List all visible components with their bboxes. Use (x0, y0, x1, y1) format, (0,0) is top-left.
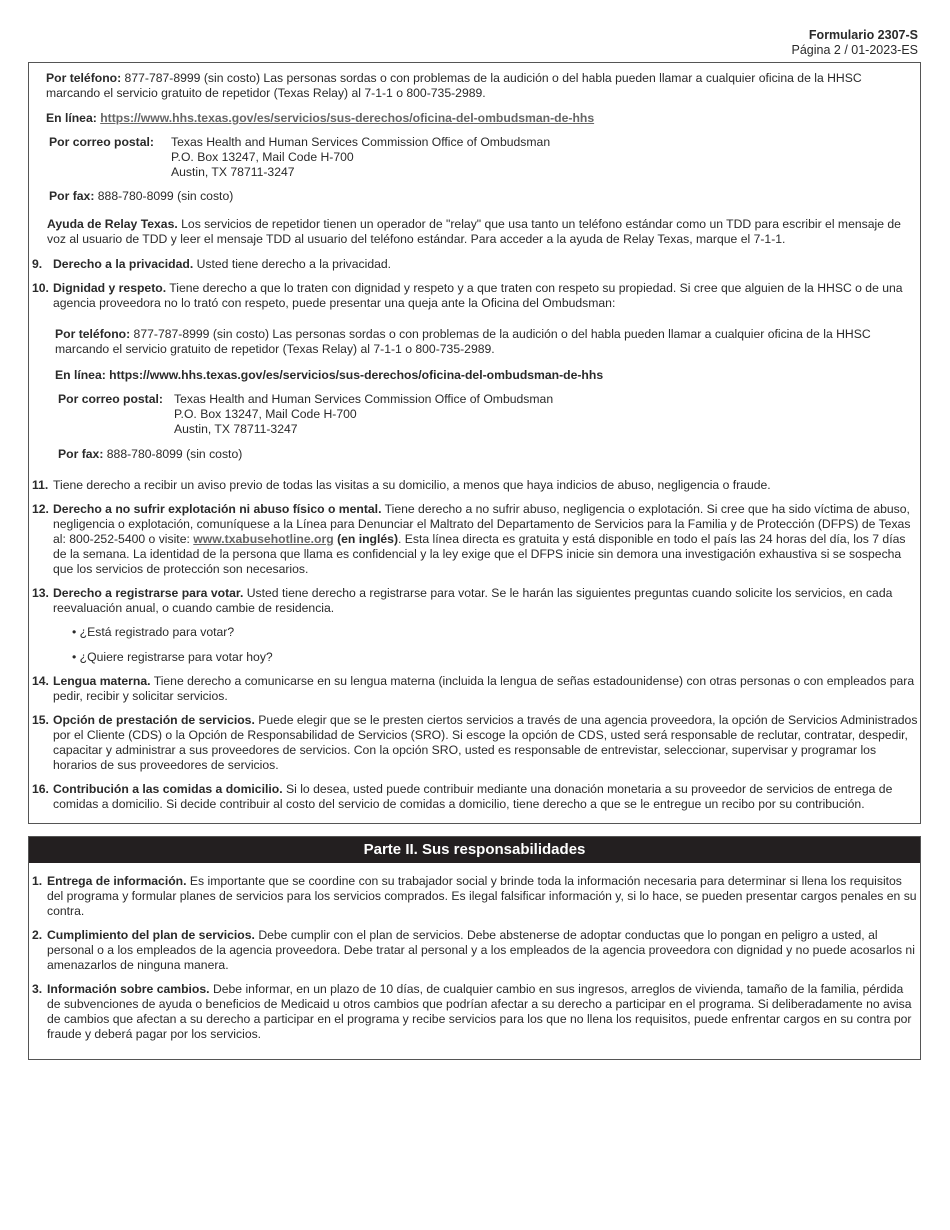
page-info: Página 2 / 01-2023-ES (791, 43, 918, 57)
item-10-mail-address: Texas Health and Human Services Commission Office of Ombudsman P.O. Box 13247, Mail Code H-700 Austin, TX 78711-3247 (174, 392, 554, 436)
form-number: Formulario 2307-S (808, 28, 918, 42)
form-header (792, 28, 918, 58)
item-10-fax: Por fax: 888-780-8099 (sin costo) (58, 447, 243, 461)
item-11-number: 11. (32, 478, 49, 492)
item-12: Derecho a no sufrir explotación ni abuso físico o mental. Tiene derecho a no sufrir abuso, negligencia o explotación. Si cree que ha sido víctima de abuso, negligencia o explotación, comuníquese a la Línea para Denunciar el Maltrato del Departamento de Servicios para la Familia y de Protección (DFPS) de Texas al: 800-252-5400 o visite: www.txabusehotline.org (en inglés). Esta línea directa es gratuita y está disponible en todo el país las 24 horas del día, los 7 días de la semana. La identidad de la persona que llama es confidencial y la ley exige que el DFPS inicie sin demora una investigación exhaustiva si se sospecha que los servicios de protección son necesarios. (53, 502, 911, 576)
resp-3-number: 3. (32, 982, 43, 996)
item-14-number: 14. (32, 674, 49, 688)
mail-label: Por correo postal: (49, 135, 154, 149)
part-2-title: Parte II. Sus responsabilidades (29, 837, 920, 863)
item-13: Derecho a registrarse para votar. Usted tiene derecho a registrarse para votar. Se le harán las siguientes preguntas cuando solicite los servicios, en cada reevaluación anual, o cuando cambie de residencia. (53, 586, 893, 615)
item-15: Opción de prestación de servicios. Puede elegir que se le presten ciertos servicios a través de una agencia proveedora, la opción de Servicios Administrados por el Cliente (CDS) o la Opción de Responsabilidad de Servicios (SRO). Si escoge la opción de CDS, usted será responsable de reclutar, contratar, despedir, capacitar y administrar a sus proveedores de servicios. Con la opción SRO, usted es responsable de entrevistar, seleccionar, supervisar y programar los horarios de sus proveedores de servicios. (53, 713, 918, 772)
item-10-number: 10. (32, 281, 49, 295)
resp-2-number: 2. (32, 928, 43, 942)
item-9-number: 9. (32, 257, 43, 271)
contact-online: En línea: https://www.hhs.texas.gov/es/servicios/sus-derechos/oficina-del-ombudsman-de-hhs (46, 111, 595, 125)
mail-address: Texas Health and Human Services Commission Office of Ombudsman P.O. Box 13247, Mail Code H-700 Austin, TX 78711-3247 (171, 135, 551, 179)
item-16-number: 16. (32, 782, 49, 796)
resp-3: Información sobre cambios. Debe informar, en un plazo de 10 días, de cualquier cambio en sus ingresos, arreglos de vivienda, tamaño de la familia, pérdida de subvenciones de ayuda o beneficios de Medicaid u otros cambios que podrían afectar a su derecho a participar en el programa. Si deliberadamente no avisa de cambios que afectan a su derecho a participar en el programa y recibe servicios para los que no llena los requisitos, puede enfrentar cargos en su contra por fraude y deberá pagar por los servicios. (47, 982, 912, 1041)
voter-question-1: • ¿Está registrado para votar? (72, 625, 235, 639)
abuse-hotline-link[interactable]: www.txabusehotline.org (193, 532, 334, 546)
item-13-number: 13. (32, 586, 49, 600)
resp-1: Entrega de información. Es importante que se coordine con su trabajador social y brinde toda la información necesaria para determinar si llena los requisitos del programa y formular planes de servicios para los servicios comprados. Es ilegal falsificar información y, si lo hace, se pueden presentar cargos penales en su contra. (47, 874, 917, 918)
item-12-number: 12. (32, 502, 49, 516)
item-9: Derecho a la privacidad. Usted tiene derecho a la privacidad. (53, 257, 392, 271)
contact-phone: Por teléfono: 877-787-8999 (sin costo) Las personas sordas o con problemas de la audición o del habla pueden llamar a cualquier oficina de la HHSC marcando el servicio gratuito de repetidor (Texas Relay) al 7-1-1 o 800-735-2989. (46, 71, 862, 100)
item-15-number: 15. (32, 713, 49, 727)
item-11: Tiene derecho a recibir un aviso previo de todas las visitas a su domicilio, a menos que haya indicios de abuso, negligencia o fraude. (53, 478, 771, 492)
item-10-phone: Por teléfono: 877-787-8999 (sin costo) Las personas sordas o con problemas de la audición o del habla pueden llamar a cualquier oficina de la HHSC marcando el servicio gratuito de repetidor (Texas Relay) al 7-1-1 o 800-735-2989. (55, 327, 871, 356)
item-16: Contribución a las comidas a domicilio. Si lo desea, usted puede contribuir mediante una donación monetaria a su proveedor de servicios de entrega de comidas a domicilio. Si decide contribuir al costo del servicio de comidas a domicilio, tiene derecho a que se le entregue un recibo por su contribución. (53, 782, 893, 811)
relay-help: Ayuda de Relay Texas. Los servicios de repetidor tienen un operador de "relay" que usa tanto un teléfono estándar como un TDD para escribir el mensaje de voz al usuario de TDD y leer el mensaje TDD al usuario del teléfono estándar. Para acceder a la ayuda de Relay Texas, marque el 7-1-1. (47, 217, 901, 246)
responsibilities-section (28, 836, 921, 1060)
item-14: Lengua materna. Tiene derecho a comunicarse en su lengua materna (incluida la lengua de señas estadounidense) con otras personas o con empleados para pedir, recibir y solicitar servicios. (53, 674, 915, 703)
voter-question-2: • ¿Quiere registrarse para votar hoy? (72, 650, 273, 664)
item-10: Dignidad y respeto. Tiene derecho a que lo traten con dignidad y respeto y a que traten con respeto su propiedad. Si cree que alguien de la HHSC o de una agencia proveedora no lo trató con respeto, puede presentar una queja ante la Oficina del Ombudsman: (53, 281, 903, 310)
rights-section (28, 62, 921, 824)
resp-1-number: 1. (32, 874, 43, 888)
item-10-online: En línea: https://www.hhs.texas.gov/es/servicios/sus-derechos/oficina-del-ombudsman-de-hhs (55, 368, 604, 382)
item-10-mail-label: Por correo postal: (58, 392, 163, 406)
ombudsman-link[interactable]: https://www.hhs.texas.gov/es/servicios/sus-derechos/oficina-del-ombudsman-de-hhs (100, 111, 595, 125)
contact-fax: Por fax: 888-780-8099 (sin costo) (49, 189, 234, 203)
resp-2: Cumplimiento del plan de servicios. Debe cumplir con el plan de servicios. Debe abstenerse de adoptar conductas que lo pongan en peligro a usted, al personal o a los empleados de la agencia proveedora. Debe tratar al personal y a los empleados de la agencia proveedora con dignidad y no puede acosarlos ni amenazarlos de ninguna manera. (47, 928, 915, 972)
